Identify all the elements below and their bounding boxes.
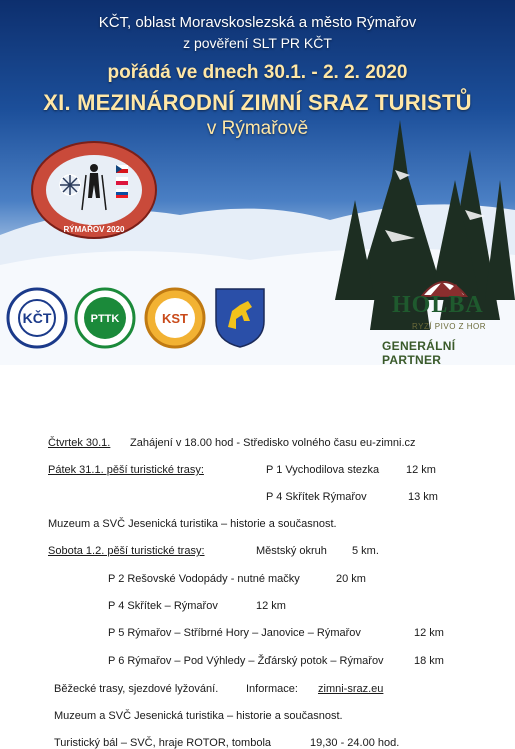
emblem-bottom-text: RÝMAŘOV 2020: [63, 225, 125, 234]
partner-brand: HOLBA: [392, 292, 484, 318]
route-p5-km: 12 km: [414, 627, 444, 639]
event-emblem: [30, 140, 158, 240]
ball-info: Turistický bál – SVČ, hraje ROTOR, tombola: [54, 737, 272, 749]
pttk-logo-text: PTTK: [90, 313, 120, 325]
saturday-day: Sobota 1.2. pěší turistické trasy:: [48, 545, 205, 557]
ball-time: 19,30 - 24.00 hod.: [310, 737, 400, 749]
route-p2-km: 20 km: [336, 573, 366, 585]
ski-info: Běžecké trasy, sjezdové lyžování.: [54, 683, 219, 695]
event-dates: pořádá ve dnech 30.1. - 2. 2. 2020: [107, 62, 408, 83]
kst-logo: [144, 287, 206, 349]
club-logo-text: KČT: [22, 310, 52, 326]
museum-line-2: Muzeum a SVČ Jesenická turistika – historie a současnost.: [54, 710, 343, 722]
saturday-city-route: Městský okruh: [256, 545, 327, 557]
event-title: XI. MEZINÁRODNÍ ZIMNÍ SRAZ TURISTŮ: [43, 90, 472, 115]
pttk-logo: [74, 287, 136, 349]
partner-label: GENERÁLNÍ PARTNER: [382, 339, 456, 365]
town-coat-of-arms: [214, 287, 266, 349]
thursday-day: Čtvrtek 30.1.: [48, 437, 111, 449]
route-p2: P 2 Rešovské Vodopády - nutné mačky: [108, 573, 300, 585]
friday-route-p1: P 1 Vychodilova stezka: [266, 464, 380, 476]
authorization-line: z pověření SLT PR KČT: [183, 35, 332, 51]
route-p4: P 4 Skřítek – Rýmařov: [108, 600, 218, 612]
thursday-text: Zahájení v 18.00 hod - Středisko volného času eu-zimni.cz: [130, 437, 416, 449]
route-p5: P 5 Rýmařov – Stříbrné Hory – Janovice – Rýmařov: [108, 627, 361, 639]
partner-tagline: RYZÍ PIVO Z HOR: [412, 322, 487, 331]
route-p6-km: 18 km: [414, 655, 444, 667]
route-p4-km: 12 km: [256, 600, 286, 612]
organizer-line: KČT, oblast Moravskoslezská a město Rýmařov: [98, 14, 417, 31]
museum-line-1: Muzeum a SVČ Jesenická turistika – historie a současnost.: [48, 518, 337, 530]
info-label: Informace:: [246, 683, 298, 695]
poster-banner: [0, 0, 515, 365]
club-logo: [6, 287, 68, 349]
friday-route-p4: P 4 Skřítek Rýmařov: [266, 491, 367, 503]
friday-route-p4-km: 13 km: [408, 491, 438, 503]
friday-day: Pátek 31.1. pěší turistické trasy:: [48, 464, 204, 476]
friday-route-p1-km: 12 km: [406, 464, 436, 476]
event-place: v Rýmařově: [206, 118, 309, 139]
snowflake-icon: [60, 175, 80, 195]
kst-logo-text: KST: [162, 311, 188, 326]
route-p6: P 6 Rýmařov – Pod Výhledy – Žďárský potok – Rýmařov: [108, 655, 384, 667]
info-link[interactable]: zimni-sraz.eu: [318, 683, 384, 695]
flags-icon: [116, 165, 128, 198]
saturday-city-route-km: 5 km.: [352, 545, 379, 557]
